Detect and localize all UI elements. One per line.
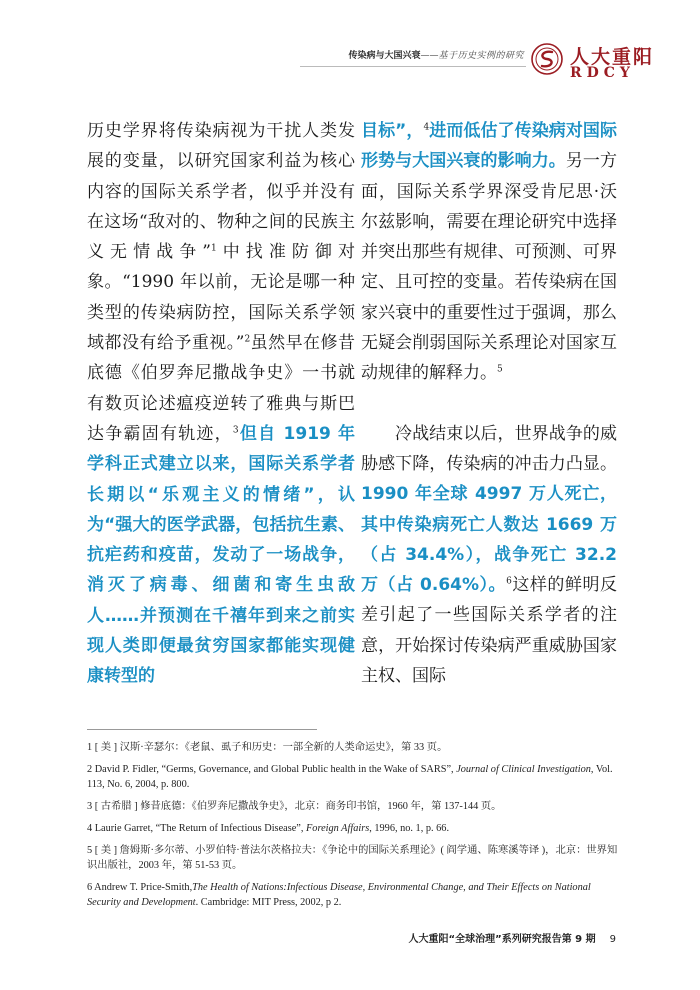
footer-series: 人大重阳“全球治理”系列研究报告第 9 期	[408, 934, 596, 945]
footnote: 4 Laurie Garret, “The Return of Infectious Disease”, Foreign Affairs, 1996, no. 1, p. 66.	[87, 823, 450, 834]
body-text: 这样的鲜明反差引起了一些国际关系学者的注意，开始探讨传染病严重威胁国家主权、国际	[361, 575, 617, 687]
highlighted-text: 但自 1919 年学科正式建立以来，国际关系学者长期以“乐观主义的情绪”，认为“强大的医学武器，包括抗生素、抗疟药和疫苗，发动了一场战争，消灭了病毒、细菌和寄生虫敌人……并预测在千禧年到来之前实现人类即便最贫穷国家都能实现健康转型的	[87, 423, 356, 687]
highlighted-text: 进而低估了传染病对国际形势与大国兴衰的影响力。	[361, 121, 617, 172]
body-text: 中找准防御对象。“1990 年以前，无论是哪一种类型的传染病防控，国际关系学领域都没有给予重视。”	[87, 242, 355, 354]
rdcy-logo	[530, 42, 670, 84]
logo-english-text: RDCY	[570, 65, 635, 81]
running-header	[300, 50, 524, 62]
body-column-left	[87, 116, 355, 692]
body-text: 虽然早在修昔底德《伯罗奔尼撒战争史》一书就有数页论述瘟疫逆转了雅典与斯巴达争霸固有轨迹，	[87, 333, 355, 444]
paragraph	[87, 116, 355, 692]
rdcy-emblem-icon	[530, 42, 564, 76]
header-rule	[300, 66, 526, 67]
footnote: 1 [ 美 ] 汉斯·辛瑟尔：《老鼠、虱子和历史：一部全新的人类命运史》，第 33 页。	[87, 742, 448, 753]
footnote-ref[interactable]: 5	[497, 364, 503, 375]
footnote-ref[interactable]: 6	[506, 576, 512, 587]
highlighted-text: 1990 年全球 4997 万人死亡，其中传染病死亡人数达 1669 万（占 34.4%），战争死亡 32.2 万（占 0.64%）。	[361, 484, 617, 596]
footnote: 3 [ 古希腊 ] 修昔底德：《伯罗奔尼撒战争史》，北京：商务印书馆，1960 年，第 137-144 页。	[87, 801, 502, 812]
body-column-right	[361, 116, 617, 691]
body-text: 另一方面，国际关系学界深受肯尼思·沃尔兹影响，需要在理论研究中选择并突出那些有规律、可预测、可界定、且可控的变量。若传染病在国家兴衰中的重要性过于强调，那么无疑会削弱国际关系理论对国家互动规律的解释力。	[361, 151, 618, 384]
logo-chinese-text: 人大重阳	[570, 46, 655, 68]
footnote-ref[interactable]: 2	[244, 334, 251, 345]
footnote-rule	[87, 729, 317, 730]
highlighted-text: 目标”，	[361, 121, 424, 141]
footnote: 5 [ 美 ] 詹姆斯·多尔蒂、小罗伯特·普法尔茨格拉夫：《争论中的国际关系理论》( 阎学通、陈寒溪等译 )，北京：世界知识出版社，2003 年，第 51-53 页。	[87, 845, 618, 871]
body-text: 冷战结束以后，世界战争的威胁感下降，传染病的冲击力凸显。	[361, 423, 617, 474]
page-footer	[380, 930, 616, 945]
footnote: 6 Andrew T. Price-Smith,The Health of Nations:Infectious Disease, Environmental Change, and Their Effects on National Security and Development. Cambridge: MIT Press, 2002, p 2.	[87, 882, 591, 908]
body-text: 历史学界将传染病视为干扰人类发展的变量，以研究国家利益为核心内容的国际关系学者，似乎并没有在这场“敌对的、物种之间的民族主义无情战争”	[87, 121, 355, 263]
footnote: 2 David P. Fidler, “Germs, Governance, and Global Public health in the Wake of SARS”, Journal of Clinical Investigation, Vol. 113, No. 6, 2004, p. 800.	[87, 764, 613, 790]
footnote-ref[interactable]: 3	[232, 425, 239, 436]
header-separator: ——	[420, 51, 439, 61]
footnote-ref[interactable]: 4	[423, 122, 430, 133]
footnotes	[87, 740, 619, 917]
header-title: 传染病与大国兴衰	[348, 51, 421, 61]
paragraph	[361, 116, 617, 389]
header-subtitle: 基于历史实例的研究	[438, 51, 524, 61]
page-number: 9	[609, 934, 616, 945]
paragraph	[361, 419, 617, 692]
footnote-ref[interactable]: 1	[210, 243, 217, 254]
